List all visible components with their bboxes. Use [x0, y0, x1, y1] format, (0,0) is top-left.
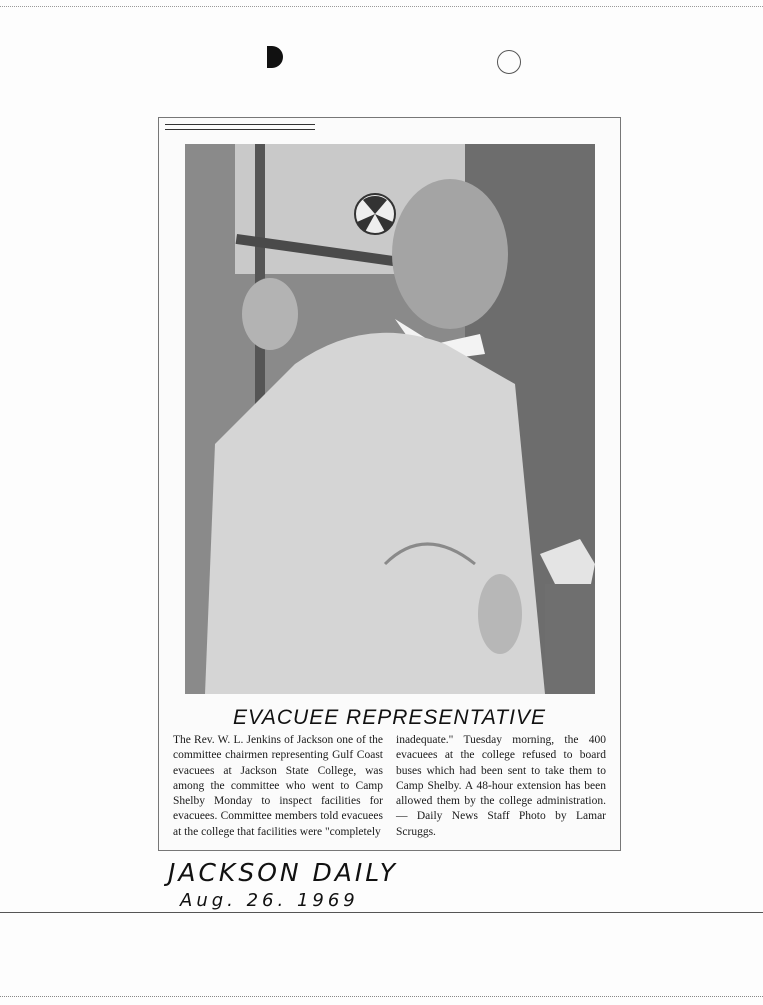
caption-column-1: The Rev. W. L. Jenkins of Jackson one of the committee chairmen representing Gulf Coast evacuees at Jackson State College, was among the committee who went to Camp Shelby Monday to inspect facilities for evacuees. Committee members told evacuees at the college that facilities were "completely — [173, 734, 383, 838]
punch-hole-left — [267, 46, 283, 68]
photo-caption — [173, 733, 606, 840]
news-photo — [185, 144, 595, 694]
photo-illustration — [185, 144, 595, 694]
handwritten-source: JACKSON DAILY — [168, 858, 399, 887]
page-top-edge — [0, 0, 763, 7]
bottom-rule — [0, 912, 763, 913]
bottom-edge — [0, 996, 763, 997]
punch-hole-right — [497, 50, 521, 74]
caption-column-2: inadequate." Tuesday morning, the 400 evacuees at the college refused to board buses which had been sent to take them to Camp Shelby. A 48-hour extension has been allowed them by the college administration. — Daily News Staff Photo by Lamar Scruggs. — [396, 734, 606, 838]
headline: EVACUEE REPRESENTATIVE — [233, 706, 546, 729]
newspaper-clipping — [158, 117, 621, 851]
clipping-top-rule — [165, 124, 315, 130]
handwritten-date: Aug. 26. 1969 — [180, 890, 359, 911]
